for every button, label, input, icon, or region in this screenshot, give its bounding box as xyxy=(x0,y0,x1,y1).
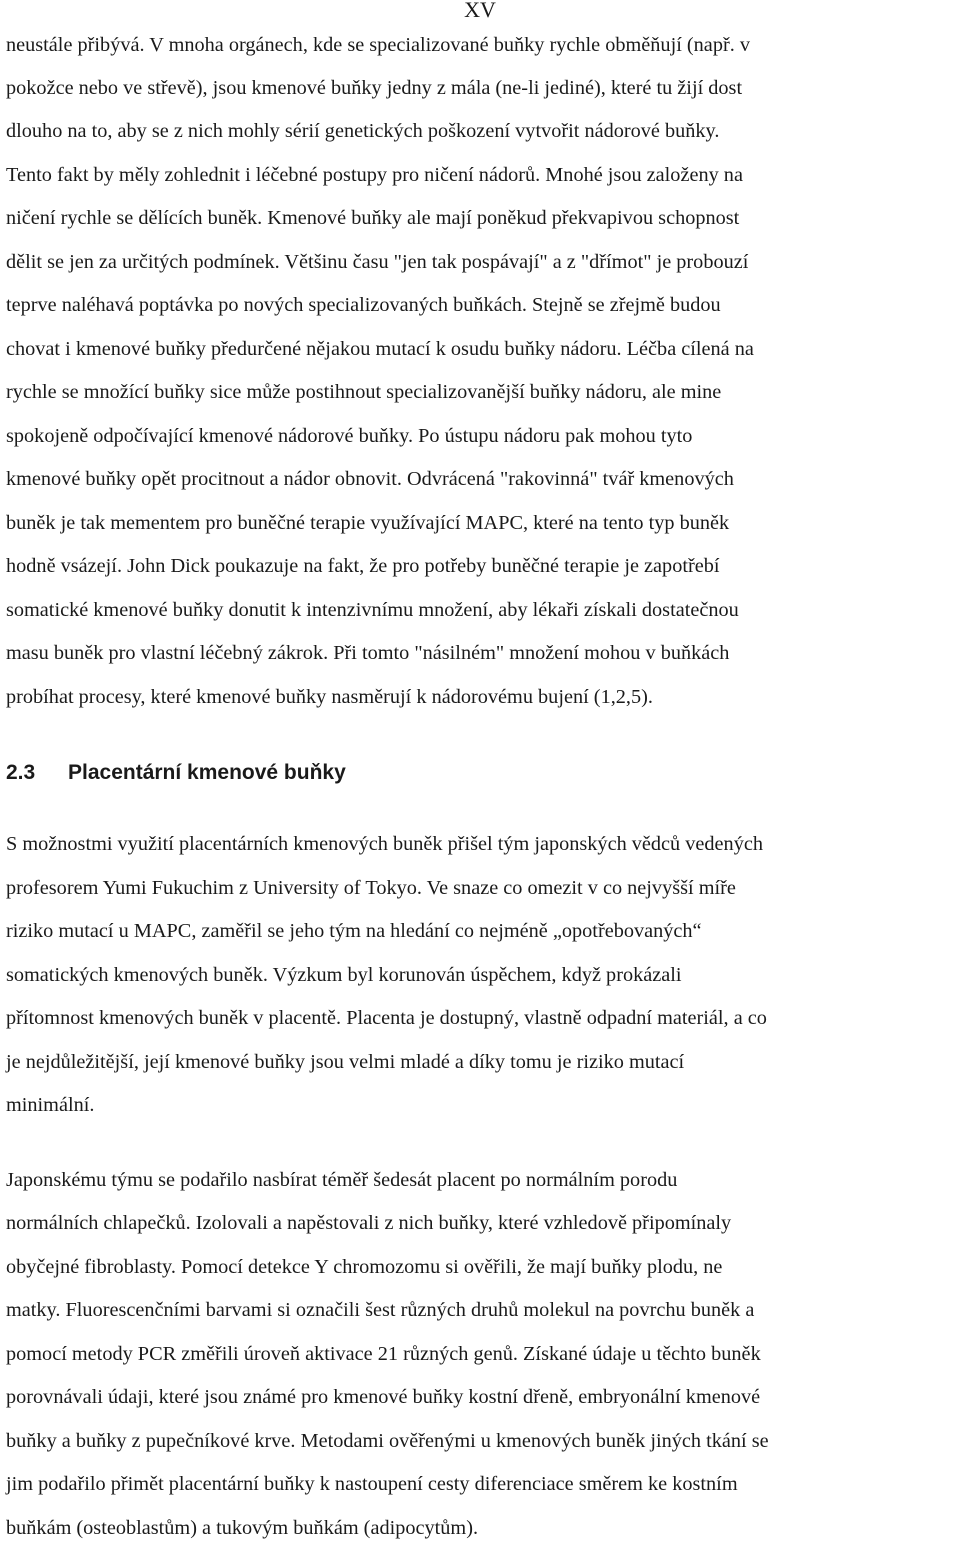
text-line: profesorem Yumi Fukuchim z University of Tokyo. Ve snaze co omezit v co nejvyšší míře xyxy=(6,877,736,899)
text-line: riziko mutací u MAPC, zaměřil se jeho tým na hledání co nejméně „opotřebovaných“ xyxy=(6,920,702,942)
text-line: kmenové buňky opět procitnout a nádor obnovit. Odvrácená "rakovinná" tvář kmenových xyxy=(6,468,734,490)
text-line: teprve naléhavá poptávka po nových specializovaných buňkách. Stejně se zřejmě budou xyxy=(6,294,721,316)
text-line: probíhat procesy, které kmenové buňky nasměrují k nádorovému bujení (1,2,5). xyxy=(6,686,653,708)
text-line: Japonskému týmu se podařilo nasbírat téměř šedesát placent po normálním porodu xyxy=(6,1169,678,1191)
section-title: Placentární kmenové buňky xyxy=(68,761,346,784)
text-line: jim podařilo přimět placentární buňky k nastoupení cesty diferenciace směrem ke kostním xyxy=(6,1473,738,1495)
text-line: minimální. xyxy=(6,1094,95,1116)
text-line: Tento fakt by měly zohlednit i léčebné postupy pro ničení nádorů. Mnohé jsou založeny na xyxy=(6,164,743,186)
text-line: buňky a buňky z pupečníkové krve. Metodami ověřenými u kmenových buněk jiných tkání se xyxy=(6,1430,769,1452)
text-line: buňkám (osteoblastům) a tukovým buňkám (adipocytům). xyxy=(6,1517,479,1539)
text-line: dělit se jen za určitých podmínek. Většinu času "jen tak pospávají" a z "dřímot" je probouzí xyxy=(6,251,749,273)
text-line: somatické kmenové buňky donutit k intenzivnímu množení, aby lékaři získali dostatečnou xyxy=(6,599,739,621)
text-line: porovnávali údaji, které jsou známé pro kmenové buňky kostní dřeně, embryonální kmenové xyxy=(6,1386,761,1408)
text-line: pomocí metody PCR změřili úroveň aktivace 21 různých genů. Získané údaje u těchto buněk xyxy=(6,1343,761,1365)
text-line: matky. Fluorescenčními barvami si označili šest různých druhů molekul na povrchu buněk a xyxy=(6,1299,755,1321)
text-line: chovat i kmenové buňky předurčené nějakou mutací k osudu buňky nádoru. Léčba cílená na xyxy=(6,338,754,360)
text-line: neustále přibývá. V mnoha orgánech, kde se specializované buňky rychle obměňují (např. v xyxy=(6,34,750,56)
text-line: je nejdůležitější, její kmenové buňky jsou velmi mladé a díky tomu je riziko mutací xyxy=(6,1051,685,1073)
text-line: ničení rychle se dělících buněk. Kmenové buňky ale mají poněkud překvapivou schopnost xyxy=(6,207,740,229)
text-line: somatických kmenových buněk. Výzkum byl korunován úspěchem, když prokázali xyxy=(6,964,682,986)
text-line: S možnostmi využití placentárních kmenových buněk přišel tým japonských vědců vedených xyxy=(6,833,763,855)
text-line: spokojeně odpočívající kmenové nádorové buňky. Po ústupu nádoru pak mohou tyto xyxy=(6,425,693,447)
text-line: pokožce nebo ve střevě), jsou kmenové buňky jedny z mála (ne-li jediné), které tu žijí dost xyxy=(6,77,743,99)
text-line: hodně vsázejí. John Dick poukazuje na fakt, že pro potřeby buněčné terapie je zapotřebí xyxy=(6,555,720,577)
text-line: normálních chlapečků. Izolovali a napěstovali z nich buňky, které vzhledově připomínaly xyxy=(6,1212,732,1234)
text-line: dlouho na to, aby se z nich mohly sérií genetických poškození vytvořit nádorové buňky. xyxy=(6,120,720,142)
text-line: masu buněk pro vlastní léčebný zákrok. Při tomto "násilném" množení mohou v buňkách xyxy=(6,642,730,664)
text-line: přítomnost kmenových buněk v placentě. Placenta je dostupný, vlastně odpadní materiál, a co xyxy=(6,1007,767,1029)
text-line: rychle se množící buňky sice může postihnout specializovanější buňky nádoru, ale mine xyxy=(6,381,722,403)
text-line: obyčejné fibroblasty. Pomocí detekce Y chromozomu si ověřili, že mají buňky plodu, ne xyxy=(6,1256,723,1278)
text-line: buněk je tak mementem pro buněčné terapie využívající MAPC, které na tento typ buněk xyxy=(6,512,730,534)
page-number: XV xyxy=(464,0,496,22)
section-number: 2.3 xyxy=(6,761,36,784)
